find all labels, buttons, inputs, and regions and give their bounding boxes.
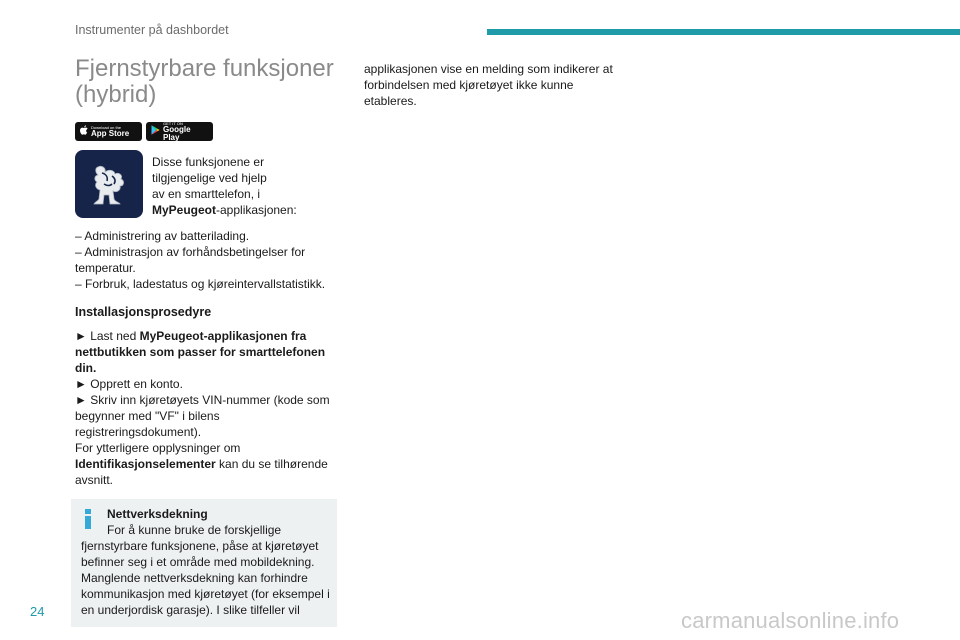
- section-header: Instrumenter på dashbordet: [75, 23, 229, 37]
- info-icon: [85, 509, 91, 529]
- feature-list: [75, 228, 337, 292]
- identification-link-text: Identifikasjonselementer: [75, 457, 216, 471]
- app-store-small-text: Download on the: [91, 124, 122, 130]
- list-item: – Administrering av batterilading.: [75, 229, 250, 243]
- step-download-bold: MyPeugeot-applikasjonen fra nettbutikken som passer for smarttelefonen din.: [75, 329, 326, 375]
- step-prefix: ► Last ned: [75, 329, 140, 343]
- installation-heading: Installasjonsprosedyre: [75, 305, 212, 319]
- network-coverage-note: [71, 499, 337, 627]
- google-play-icon: [151, 125, 160, 138]
- further-info: [75, 440, 337, 488]
- step-create-account: ► Opprett en konto.: [75, 377, 183, 391]
- step-enter-vin: ► Skriv inn kjøretøyets VIN-nummer (kode som begynner med "VF" i bilens registreringsdokument).: [75, 393, 330, 439]
- app-intro: [75, 150, 337, 218]
- list-item: – Forbruk, ladestatus og kjøreintervallstatistikk.: [75, 277, 326, 291]
- app-text-line: [152, 202, 332, 218]
- continuation-text: applikasjonen vise en melding som indikerer at forbindelsen med kjøretøyet ikke kunne etableres.: [364, 62, 613, 108]
- further-info-prefix: For ytterligere opplysninger om: [75, 441, 241, 455]
- app-text-line: av en smarttelefon, i: [152, 187, 261, 201]
- left-column: [75, 56, 337, 627]
- step-download: [75, 328, 337, 376]
- watermark: carmanualsonline.info: [681, 608, 900, 633]
- note-body: fjernstyrbare funksjonene, påse at kjøretøyet befinner seg i et område med mobildekning. Manglende nettverksdekning kan forhindre kommunikasjon med kjøretøyet (for eksempel i en underjordisk garasje). I slike tilfeller vil: [81, 539, 330, 617]
- installation-steps: [75, 328, 337, 488]
- app-name-suffix: -applikasjonen:: [216, 203, 297, 217]
- app-name: MyPeugeot: [152, 203, 217, 217]
- app-store-badge[interactable]: [75, 122, 142, 141]
- note-title: Nettverksdekning: [107, 507, 208, 521]
- store-badges: [75, 122, 337, 141]
- right-column: [364, 61, 626, 109]
- further-info-suffix: kan du se tilhørende avsnitt.: [75, 457, 328, 487]
- google-play-label: Google Play: [163, 124, 191, 142]
- app-store-label: App Store: [91, 128, 130, 138]
- header-accent-bar: [487, 29, 960, 35]
- app-text-line: Disse funksjonene er: [152, 155, 265, 169]
- apple-icon: [80, 125, 88, 138]
- note-first-line: For å kunne bruke de forskjellige: [107, 523, 282, 537]
- page-title: Fjernstyrbare funksjoner (hybrid): [75, 55, 334, 108]
- page-number: 24: [30, 604, 45, 619]
- app-description: [152, 150, 332, 218]
- google-play-badge[interactable]: [146, 122, 213, 141]
- peugeot-lion-icon: [75, 150, 143, 218]
- list-item: – Administrasjon av forhåndsbetingelser for temperatur.: [75, 245, 306, 275]
- app-text-line: tilgjengelige ved hjelp: [152, 171, 267, 185]
- google-play-small-text: GET IT ON: [163, 120, 183, 126]
